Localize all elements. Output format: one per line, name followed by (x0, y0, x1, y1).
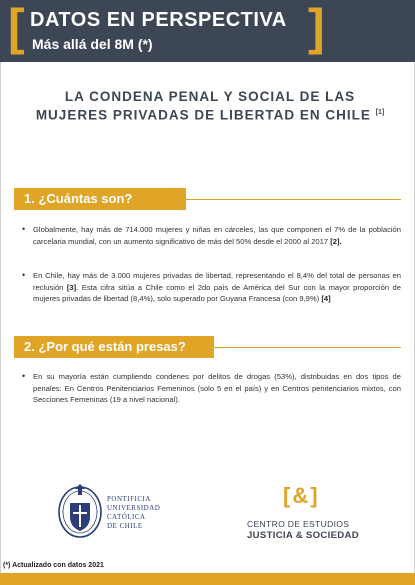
page-title (20, 89, 400, 124)
bullet-text: Globalmente, hay más de 714.000 mujeres y niñas en cárceles, las que componen el 7% de la población carcelaria mundial, con un aumento significativo de más del 50% desde el 2000 al 2017 (33, 225, 401, 246)
reference-citation: [3] (66, 282, 77, 292)
logos-row (0, 475, 415, 560)
footnote: (*) Actualizado con datos 2021 (3, 562, 104, 569)
header-title: DATOS EN PERSPECTIVA (30, 9, 287, 31)
uc-logo-text (107, 495, 160, 531)
left-bracket-mark: [ (8, 0, 25, 55)
reference-citation: [4] (321, 294, 331, 303)
list-item (22, 270, 401, 305)
uc-logo-line: DE CHILE (107, 522, 143, 530)
section-divider (214, 347, 401, 348)
ces-logo-mark: [&] (283, 483, 320, 508)
page-title-line1: LA CONDENA PENAL Y SOCIAL DE LAS (64, 89, 356, 104)
bullet-icon: • (22, 371, 26, 381)
section-heading-por-que: 2. ¿Por qué están presas? (14, 336, 214, 358)
right-bracket-mark: ] (308, 0, 325, 55)
uc-logo-line: UNIVERSIDAD (107, 504, 161, 512)
ces-logo-line1: CENTRO DE ESTUDIOS (247, 519, 350, 529)
section-divider (186, 199, 401, 200)
uc-seal-icon (57, 481, 103, 539)
bullet-icon: • (22, 224, 26, 234)
header-subtitle: Más allá del 8M (*) (32, 36, 153, 52)
header-banner (0, 0, 415, 62)
bullet-text: . Esta cifra sitúa a Chile como el 2do país de América del Sur con la mayor proporción de mujeres privadas de libertad (8,4%), solo superado por Guyana Francesa (con 9,9%) (33, 282, 401, 303)
section-heading-cuantas: 1. ¿Cuántas son? (14, 188, 186, 210)
footer-bar (0, 573, 415, 585)
reference-citation: [2]. (330, 236, 342, 246)
list-item (22, 371, 401, 406)
uc-logo-line: CATÓLICA (107, 513, 146, 521)
list-item (22, 224, 401, 247)
ces-logo-line2: JUSTICIA & SOCIEDAD (247, 530, 359, 541)
bullet-text: En Chile, hay más de 3.000 mujeres privadas de libertad, representando el 8,4% del total de personas en reclusión (33, 271, 401, 292)
uc-logo-line: PONTIFICIA (107, 495, 151, 503)
bullet-text: En su mayoría están cumpliendo condenes por delitos de drogas (53%), distribuidas en dos tipos de penales: En Centros Penitenciarios Femeninos (solo 5 en el país) y en Centros penitenciarios mixtos, con Secciones Femeninas (19 a nivel nacional). (33, 372, 401, 404)
bullet-icon: • (22, 270, 26, 280)
page-title-reference: [1] (375, 109, 385, 116)
page-title-line2: MUJERES PRIVADAS DE LIBERTAD EN CHILE (35, 107, 371, 123)
